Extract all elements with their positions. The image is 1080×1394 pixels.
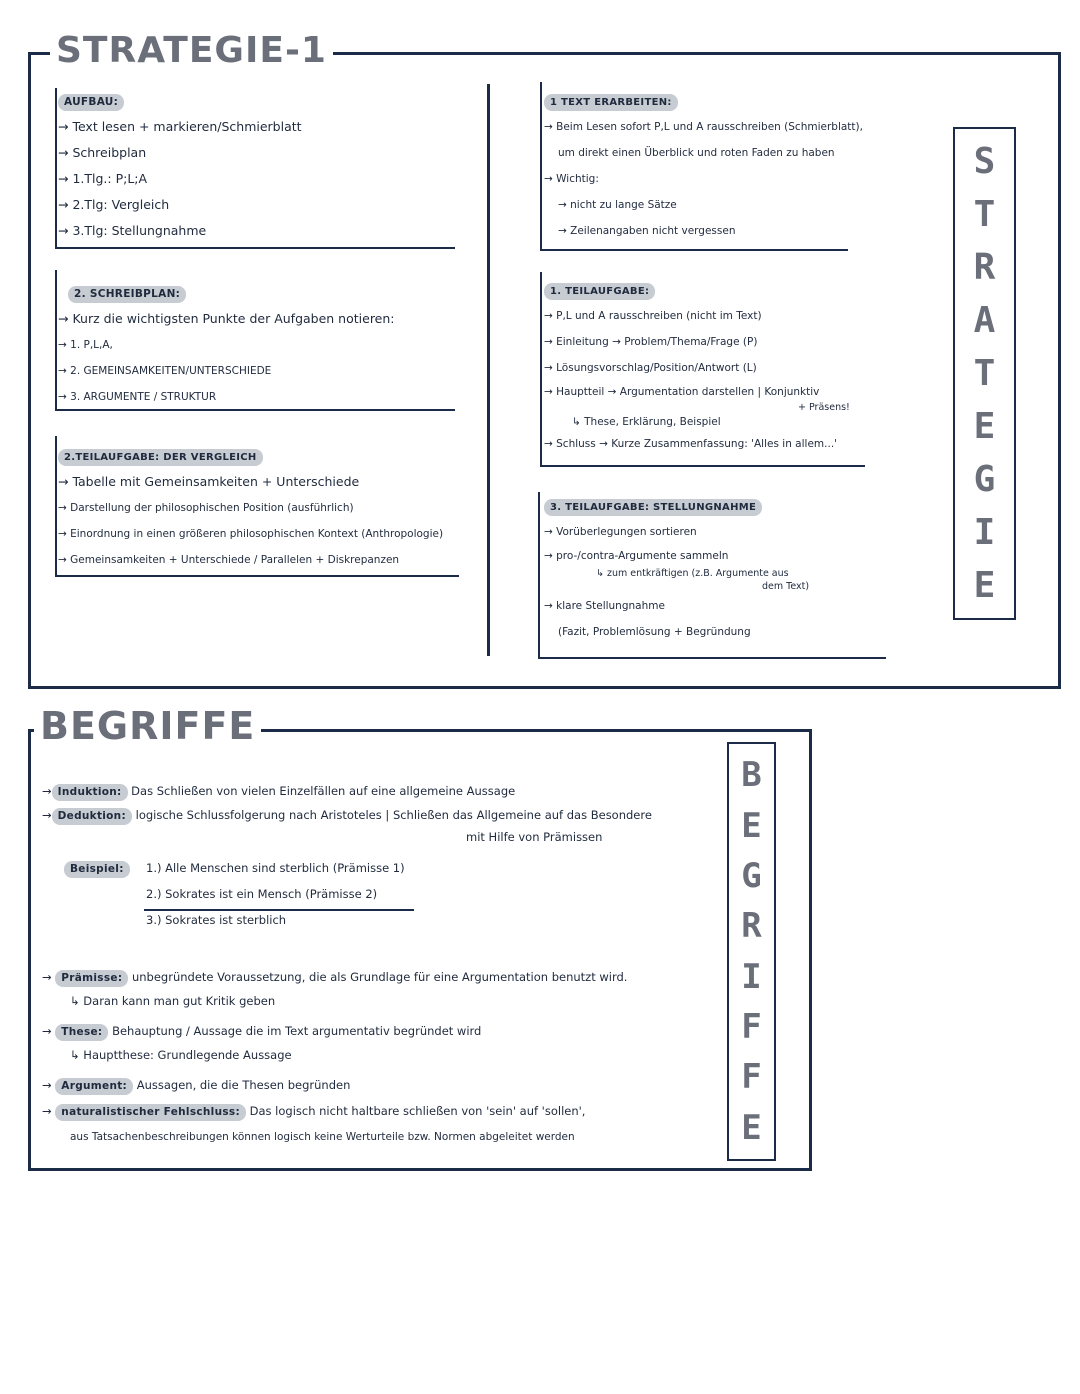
arrow-icon: → <box>42 1104 52 1118</box>
these-sub: ↳ Hauptthese: Grundlegende Aussage <box>70 1048 292 1062</box>
vergleich-line: → Einordnung in einen größeren philosophischen Kontext (Anthropologie) <box>58 528 444 540</box>
vertical-letter: F <box>741 1057 762 1098</box>
vertical-letter: F <box>741 1007 762 1048</box>
deduktion-term: Deduktion: <box>52 808 132 825</box>
schreibplan-border-left <box>55 270 57 410</box>
teil3-section <box>544 493 944 645</box>
beispiel-conclusion-line <box>144 909 414 911</box>
vertical-letter: E <box>741 805 762 846</box>
vertical-letter: S <box>973 140 996 182</box>
text-erarbeiten-line: → Beim Lesen sofort P,L und A rausschreiben (Schmierblatt), <box>544 121 863 133</box>
schreibplan-section <box>58 280 458 410</box>
text-erarbeiten-line: → Zeilenangaben nicht vergessen <box>558 225 736 237</box>
arrow-icon: → <box>42 1024 52 1038</box>
teil3-line: (Fazit, Problemlösung + Begründung <box>558 626 751 638</box>
vertical-letter: E <box>973 405 996 447</box>
fehlschluss-cont: aus Tatsachenbeschreibungen können logisch keine Werturteile bzw. Normen abgeleitet werden <box>70 1131 575 1143</box>
teil1-section <box>544 277 944 457</box>
schreibplan-line: → Kurz die wichtigsten Punkte der Aufgaben notieren: <box>58 311 395 326</box>
arrow-icon: → <box>42 784 52 798</box>
fehlschluss-term: naturalistischer Fehlschluss: <box>55 1104 246 1121</box>
vertical-letter: A <box>973 299 996 341</box>
teil3-label: 3. TEILAUFGABE: STELLUNGNAHME <box>544 499 762 516</box>
argument-entry <box>42 1072 742 1098</box>
vertical-letter: I <box>973 511 996 553</box>
teil1-label: 1. TEILAUFGABE: <box>544 283 655 300</box>
teil1-line: → Hauptteil → Argumentation darstellen | Konjunktiv <box>544 386 820 398</box>
aufbau-line: → 2.Tlg: Vergleich <box>58 197 170 212</box>
praemisse-sub: ↳ Daran kann man gut Kritik geben <box>70 994 276 1008</box>
teil3-line: ↳ zum entkräftigen (z.B. Argumente aus <box>596 568 789 579</box>
fehlschluss-entry <box>42 1098 742 1124</box>
induktion-term: Induktion: <box>52 784 128 801</box>
vertical-letter: R <box>741 906 762 947</box>
aufbau-section <box>58 88 458 244</box>
beispiel-line: 3.) Sokrates ist sterblich <box>146 913 287 927</box>
arrow-icon: → <box>42 970 52 984</box>
vertical-letter: R <box>973 246 996 288</box>
argument-text: Aussagen, die die Thesen begründen <box>136 1078 351 1092</box>
aufbau-line: → Schreibplan <box>58 145 147 160</box>
teil1-border-left <box>540 272 542 466</box>
aufbau-line: → Text lesen + markieren/Schmierblatt <box>58 119 302 134</box>
schreibplan-underline <box>55 409 455 411</box>
aufbau-line: → 3.Tlg: Stellungnahme <box>58 223 207 238</box>
aufbau-underline <box>55 247 455 249</box>
schreibplan-label: 2. SCHREIBPLAN: <box>68 286 186 303</box>
strategie-title-line-right <box>290 52 1061 55</box>
teil3-line: → pro-/contra-Argumente sammeln <box>544 550 729 562</box>
begriffe-vertical-word <box>727 742 776 1161</box>
teil3-underline <box>538 657 886 659</box>
arrow-icon: → <box>42 808 52 822</box>
text-erarbeiten-line: um direkt einen Überblick und roten Faden zu haben <box>558 147 835 159</box>
teil1-line: → Lösungsvorschlag/Position/Antwort (L) <box>544 362 757 374</box>
vergleich-line: → Gemeinsamkeiten + Unterschiede / Parallelen + Diskrepanzen <box>58 554 400 566</box>
aufbau-border-left <box>55 88 57 248</box>
vergleich-line: → Tabelle mit Gemeinsamkeiten + Unterschiede <box>58 474 360 489</box>
teil1-line: → P,L und A rausschreiben (nicht im Text) <box>544 310 762 322</box>
fehlschluss-text: Das logisch nicht haltbare schließen von 'sein' auf 'sollen', <box>249 1104 586 1118</box>
text-erarbeiten-line: → nicht zu lange Sätze <box>558 199 677 211</box>
teil1-line: → Schluss → Kurze Zusammenfassung: 'Alles in allem...' <box>544 438 838 450</box>
vertical-letter: T <box>973 193 996 235</box>
strategie-column-divider <box>487 84 490 656</box>
vertical-letter: E <box>741 1107 762 1148</box>
praemisse-entry <box>42 964 742 990</box>
begriffe-title: BEGRIFFE <box>34 704 261 748</box>
aufbau-line: → 1.Tlg.: P;L;A <box>58 171 148 186</box>
these-text: Behauptung / Aussage die im Text argumentativ begründet wird <box>112 1024 482 1038</box>
vergleich-section <box>58 443 478 573</box>
begriffe-section <box>42 778 722 848</box>
induktion-text: Das Schließen von vielen Einzelfällen auf eine allgemeine Aussage <box>131 784 516 798</box>
vergleich-underline <box>55 575 459 577</box>
teil3-line: dem Text) <box>762 581 810 592</box>
deduktion-cont: mit Hilfe von Prämissen <box>466 830 603 844</box>
deduktion-entry <box>42 804 722 826</box>
vergleich-label: 2.TEILAUFGABE: DER VERGLEICH <box>58 449 263 466</box>
schreibplan-line: → 1. P,L,A, <box>58 339 113 351</box>
teil1-line: → Einleitung → Problem/Thema/Frage (P) <box>544 336 758 348</box>
these-term: These: <box>55 1024 108 1041</box>
text-erarbeiten-line: → Wichtig: <box>544 173 599 185</box>
strategie-title: STRATEGIE-1 <box>50 30 333 71</box>
teil1-line: + Präsens! <box>798 402 850 413</box>
teil3-border-left <box>538 492 540 658</box>
praemisse-text: unbegründete Voraussetzung, die als Grundlage für eine Argumentation benutzt wird. <box>131 970 628 984</box>
praemisse-term: Prämisse: <box>55 970 128 987</box>
beispiel-section <box>64 855 464 933</box>
vertical-letter: G <box>741 855 762 896</box>
text-erarbeiten-border-left <box>540 82 542 250</box>
vertical-letter: T <box>973 352 996 394</box>
schreibplan-line: → 2. GEMEINSAMKEITEN/UNTERSCHIEDE <box>58 365 272 377</box>
these-entry <box>42 1018 742 1044</box>
text-erarbeiten-label: 1 TEXT ERARBEITEN: <box>544 94 678 111</box>
arrow-icon: → <box>42 1078 52 1092</box>
schreibplan-line: → 3. ARGUMENTE / STRUKTUR <box>58 391 217 403</box>
vergleich-border-left <box>55 436 57 576</box>
strategie-vertical-word <box>953 127 1016 620</box>
argument-term: Argument: <box>55 1078 133 1095</box>
vergleich-line: → Darstellung der philosophischen Position (ausführlich) <box>58 502 354 514</box>
beispiel-line: 1.) Alle Menschen sind sterblich (Prämisse 1) <box>146 861 405 875</box>
begriffe-title-line-right <box>216 729 812 732</box>
beispiel-line: 2.) Sokrates ist ein Mensch (Prämisse 2) <box>146 887 378 901</box>
vertical-letter: I <box>741 956 762 997</box>
teil3-line: → klare Stellungnahme <box>544 600 665 612</box>
vertical-letter: G <box>973 458 996 500</box>
induktion-entry <box>42 778 722 804</box>
aufbau-label: AUFBAU: <box>58 94 124 111</box>
text-erarbeiten-section <box>544 88 944 244</box>
definitions-section <box>42 964 742 1150</box>
text-erarbeiten-underline <box>540 249 848 251</box>
beispiel-label: Beispiel: <box>64 861 130 878</box>
vertical-letter: B <box>741 755 762 796</box>
deduktion-text: logische Schlussfolgerung nach Aristoteles | Schließen das Allgemeine auf das Besondere <box>135 808 652 822</box>
vertical-letter: E <box>973 564 996 606</box>
teil3-line: → Vorüberlegungen sortieren <box>544 526 697 538</box>
teil1-underline <box>540 465 865 467</box>
teil1-line: ↳ These, Erklärung, Beispiel <box>572 416 721 428</box>
